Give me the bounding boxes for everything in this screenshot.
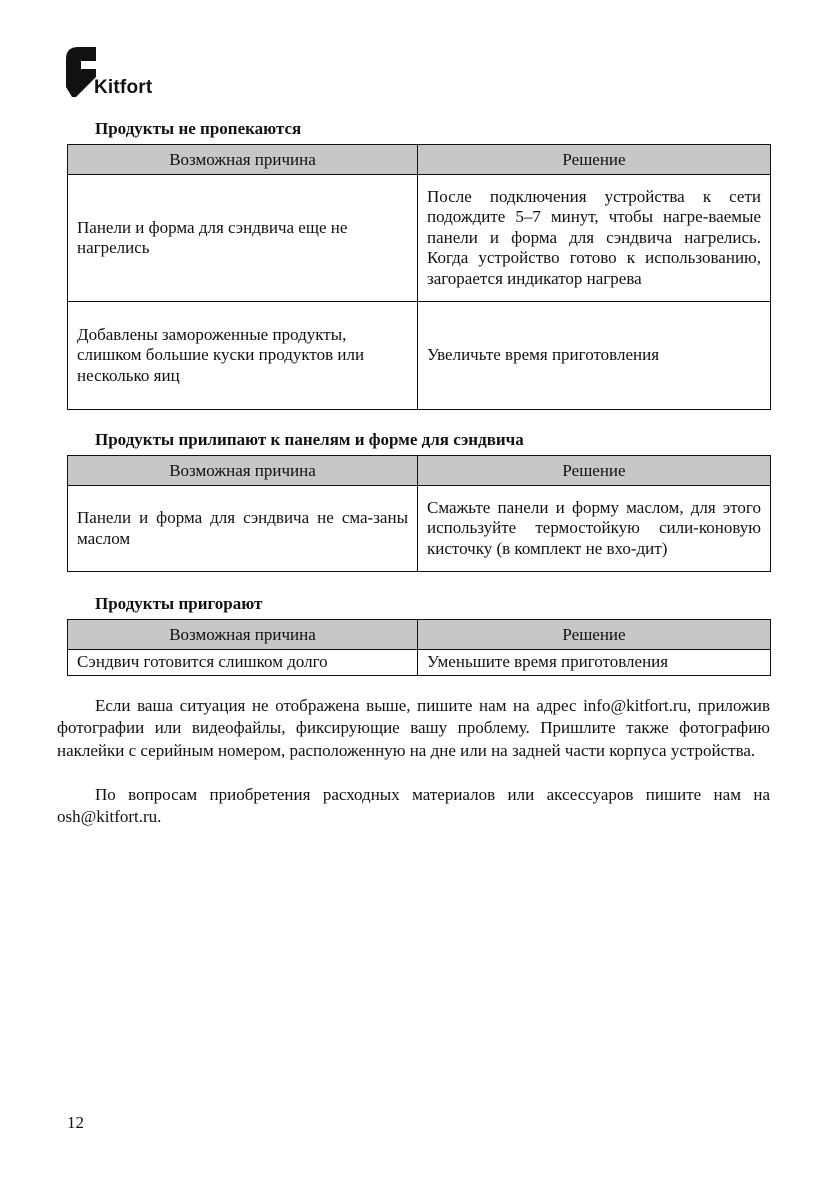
troubleshooting-table-burning xyxy=(67,619,771,676)
table-row xyxy=(68,302,771,410)
cause-cell: Панели и форма для сэндвича не сма-заны маслом xyxy=(68,486,418,572)
table-header-row xyxy=(68,145,771,175)
solution-header: Решение xyxy=(418,145,771,175)
section-title-sticking: Продукты прилипают к панелям и форме для сэндвича xyxy=(95,430,524,449)
table-header-row xyxy=(68,456,771,486)
solution-cell: Уменьшите время приготовления xyxy=(418,650,771,676)
kitfort-logo xyxy=(66,47,266,97)
troubleshooting-table-not-baked xyxy=(67,144,771,410)
contact-paragraph-text: Если ваша ситуация не отображена выше, пишите нам на адрес info@kitfort.ru, приложив фотографии или видеофайлы, фиксирующие вашу проблему. Пришлите также фотографию наклейки с серийным номером, расположенную на дне или на задней части корпуса устройства. xyxy=(57,696,770,760)
section-title-not-baked: Продукты не пропекаются xyxy=(95,119,302,138)
kitfort-logo-mark-icon xyxy=(66,47,96,97)
brand-name: Kitfort xyxy=(94,77,153,98)
table-row xyxy=(68,650,771,676)
cause-header: Возможная причина xyxy=(68,620,418,650)
troubleshooting-table-sticking xyxy=(67,455,771,572)
solution-header: Решение xyxy=(418,620,771,650)
contact-paragraph xyxy=(57,695,770,762)
accessories-paragraph xyxy=(57,784,770,829)
table-header-row xyxy=(68,620,771,650)
table-row xyxy=(68,486,771,572)
solution-cell: Смажьте панели и форму маслом, для этого используйте термостойкую сили-коновую кисточку (в комплект не вхо-дит) xyxy=(418,486,771,572)
table-row xyxy=(68,175,771,302)
cause-header: Возможная причина xyxy=(68,456,418,486)
cause-cell: Сэндвич готовится слишком долго xyxy=(68,650,418,676)
solution-cell: После подключения устройства к сети подождите 5–7 минут, чтобы нагре-ваемые панели и форма для сэндвича нагрелись. Когда устройство готово к использованию, загорается индикатор нагрева xyxy=(418,175,771,302)
cause-header: Возможная причина xyxy=(68,145,418,175)
accessories-paragraph-text: По вопросам приобретения расходных материалов или аксессуаров пишите нам на osh@kitfort.ru. xyxy=(57,785,770,827)
section-title-burning: Продукты пригорают xyxy=(95,594,263,613)
page-number: 12 xyxy=(67,1113,84,1132)
solution-header: Решение xyxy=(418,456,771,486)
solution-cell: Увеличьте время приготовления xyxy=(418,302,771,410)
cause-cell: Добавлены замороженные продукты, слишком большие куски продуктов или несколько яиц xyxy=(68,302,418,410)
cause-cell: Панели и форма для сэндвича еще не нагрелись xyxy=(68,175,418,302)
